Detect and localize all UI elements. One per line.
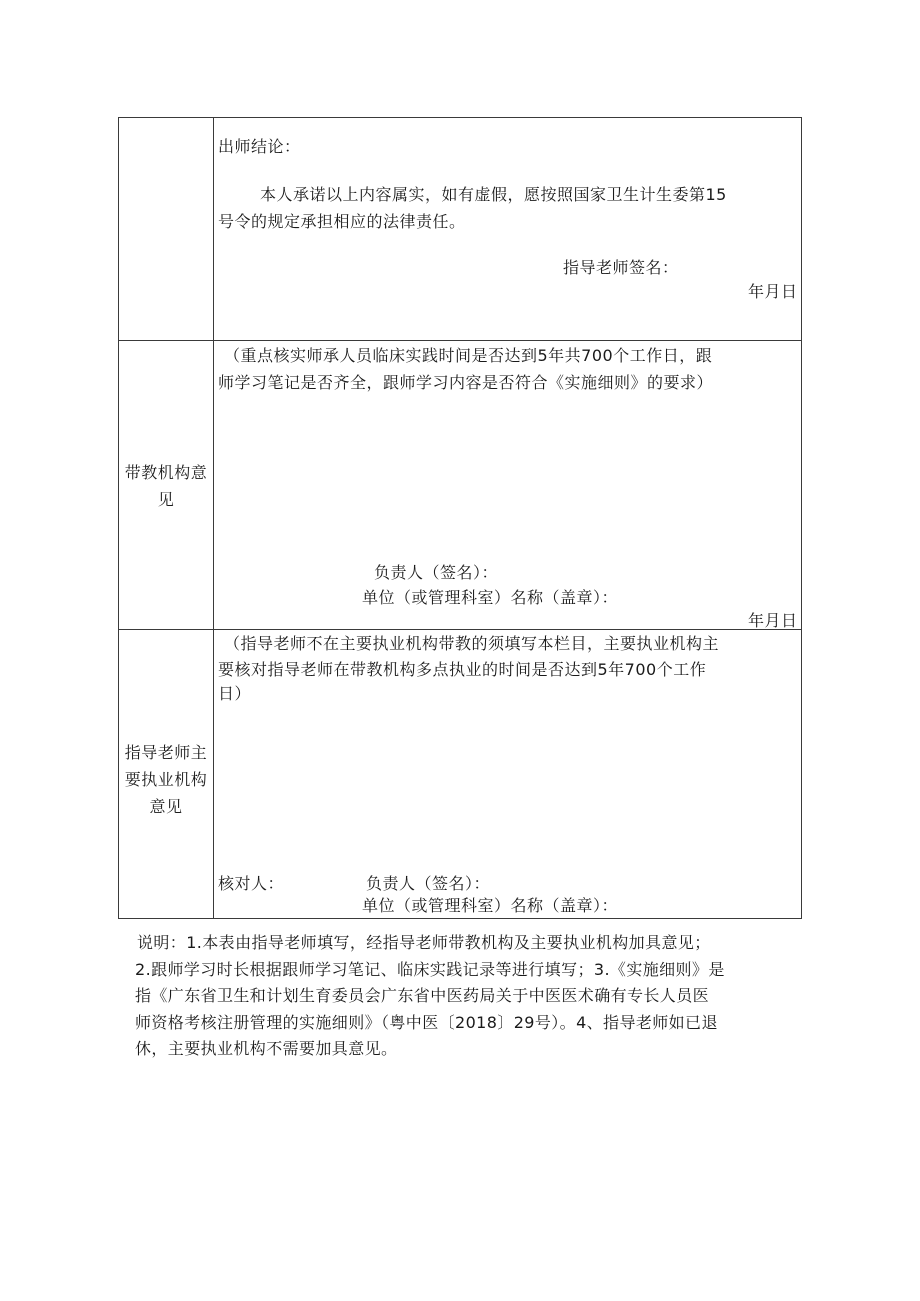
main-instruction-line-3: 日） — [218, 684, 252, 703]
teaching-instruction-line-2: 师学习笔记是否齐全，跟师学习内容是否符合《实施细则》的要求） — [218, 373, 714, 392]
teaching-institution-label — [119, 459, 213, 513]
review-form-table — [118, 117, 802, 919]
responsible-signature-label: 负责人（签名）： — [374, 563, 499, 582]
note-line-2: 2.跟师学习时长根据跟师学习笔记、临床实践记录等进行填写；3.《实施细则》是 — [135, 959, 725, 979]
commitment-line-1: 本人承诺以上内容属实，如有虚假，愿按照国家卫生计生委第15 — [260, 185, 727, 204]
teaching-date: 年月日 — [748, 611, 798, 630]
main-institution-label-line-3: 意见 — [149, 797, 183, 816]
row-divider-1 — [119, 340, 801, 341]
note-line-4: 师资格考核注册管理的实施细则》（粤中医〔2018〕29号）。4、指导老师如已退 — [135, 1012, 718, 1032]
conclusion-date: 年月日 — [748, 282, 798, 301]
column-divider — [213, 118, 214, 918]
note-line-5: 休，主要执业机构不需要加具意见。 — [135, 1039, 398, 1058]
main-unit-seal-label: 单位（或管理科室）名称（盖章）： — [362, 896, 619, 915]
teaching-institution-label-line-1: 带教机构意 — [124, 463, 208, 482]
main-institution-label-line-1: 指导老师主 — [124, 743, 208, 762]
teaching-institution-label-line-2: 见 — [157, 490, 175, 509]
conclusion-heading: 出师结论： — [218, 137, 301, 156]
note-line-1: 说明：1.本表由指导老师填写，经指导老师带教机构及主要执业机构加具意见； — [137, 933, 711, 952]
explanation-note — [137, 930, 805, 1063]
main-institution-label-line-2: 要执业机构 — [124, 770, 208, 789]
teaching-instruction-line-1: （重点核实师承人员临床实践时间是否达到5年共700个工作日，跟 — [224, 346, 713, 365]
commitment-line-2: 号令的规定承担相应的法律责任。 — [218, 212, 466, 231]
unit-seal-label: 单位（或管理科室）名称（盖章）： — [362, 588, 619, 607]
mentor-signature-label: 指导老师签名： — [563, 258, 679, 277]
main-institution-label — [119, 739, 213, 820]
main-responsible-signature-label: 负责人（签名）： — [366, 874, 491, 893]
checker-label: 核对人： — [218, 874, 285, 893]
main-instruction-line-1: （指导老师不在主要执业机构带教的须填写本栏目，主要执业机构主 — [224, 634, 720, 653]
note-line-3: 指《广东省卫生和计划生育委员会广东省中医药局关于中医医术确有专长人员医 — [135, 986, 710, 1005]
main-instruction-line-2: 要核对指导老师在带教机构多点执业的时间是否达到5年700个工作 — [218, 660, 707, 679]
